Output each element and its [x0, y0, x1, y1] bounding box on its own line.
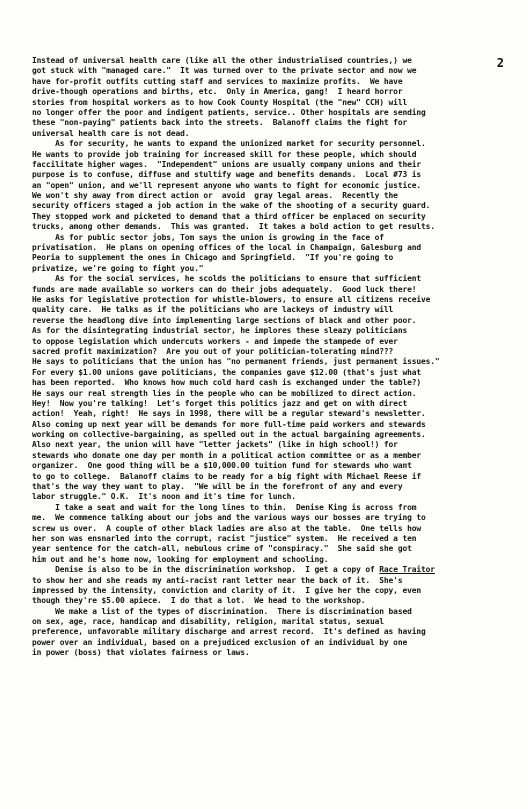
text-line: Hey! Now you're talking! Let's forget this politics jazz and get on with direct	[32, 398, 408, 408]
text-line: working on collective-bargaining, as spelled out in the actual bargaining agreements.	[32, 430, 426, 440]
text-line: Instead of universal health care (like all the other industrialised countries,) we	[32, 56, 412, 65]
text-line: He asks for legislative protection for whistle-blowers, to ensure all citizens receive	[32, 294, 431, 304]
text-line: got stuck with "managed care." It was turned over to the private sector and now we	[32, 66, 417, 76]
text-line: universal health care is not dead.	[32, 128, 190, 138]
text-line: preference, unfavorable military discharge and arrest record. It's defined as having	[32, 627, 426, 637]
text-line: privatize, we're going to fight you."	[32, 263, 204, 273]
text-line: to oppose legislation which undercuts workers - and impede the stampede of ever	[32, 336, 398, 346]
text-line: We make a list of the types of discrimination. There is discrimination based	[32, 606, 412, 616]
text-line: in power (boss) that violates fairness or laws.	[32, 648, 250, 658]
text-line: purpose is to confuse, diffuse and stultify wage and benefits demands. Local #73 is	[32, 170, 421, 180]
text-line: labor struggle." O.K. It's noon and it's time for lunch.	[32, 492, 296, 502]
text-line: Also next year, the union will have "letter jackets" (like in high school!) for	[32, 440, 398, 450]
text-line: impressed by the intensity, conviction and clarity of it. I give her the copy, even	[32, 585, 421, 595]
text-line: As for the social services, he scolds the politicians to ensure that sufficient	[32, 274, 421, 284]
text-line: him out and he's home now, looking for employment and schooling.	[32, 554, 329, 564]
text-line: I take a seat and wait for the long lines to thin. Denise King is across from	[32, 502, 417, 512]
text-line: As for security, he wants to expand the unionized market for security personnel.	[32, 139, 426, 149]
text-line: He says our real strength lies in the people who can be mobilized to direct action.	[32, 388, 417, 398]
text-line: He says to politicians that the union has "no permanent friends, just permanent issues."	[32, 357, 440, 367]
text-line: no longer offer the poor and indigent patients, service.. Other hospitals are sending	[32, 107, 426, 117]
text-line: year sentence for the catch-all, nebulous crime of "conspiracy." She said she got	[32, 544, 412, 554]
text-line: screw us over. A couple of other black ladies are also at the table. One tells how	[32, 523, 421, 533]
text-line: power over an individual, based on a prejudiced exclusion of an individual by one	[32, 637, 408, 647]
text-line: on sex, age, race, handicap and disability, religion, marital status, sexual	[32, 617, 384, 627]
text-line: her son was ensnarled into the corrupt, racist "justice" system. He received a ten	[32, 533, 417, 543]
text-line: trucks, among other demands. This was granted. It takes a bold action to get results.	[32, 222, 435, 232]
text-line: me. We commence talking about our jobs and the various ways our bosses are trying to	[32, 513, 426, 523]
text-line: For every $1.00 unions gave politicians, the companies gave $12.00 (that's just what	[32, 367, 421, 377]
text-line: these "non-paying" patients back into the streets. Balanoff claims the fight for	[32, 118, 408, 128]
text-line: drive-though operations and births, etc. Only in America, gang! I heard horror	[32, 87, 403, 97]
text-line: to go to college. Balanoff claims to be ready for a big fight with Michael Reese if	[32, 471, 421, 481]
text-line: that's the way they want to play. "We will be in the forefront of any and every	[32, 482, 403, 492]
book-title: Race Traitor	[379, 565, 435, 575]
text-line: has been reported. Who knows how much cold hard cash is exchanged under the table?)	[32, 378, 421, 388]
text-line: sacred profit maximization? Are you out of your politician-tolerating mind???	[32, 346, 394, 356]
text-line: an "open" union, and we'll represent anyone who wants to fight for economic justice.	[32, 180, 421, 190]
text-line: As for the disintegrating industrial sector, he implores these sleazy politicians	[32, 326, 408, 336]
text-line: action! Yeah, right! He says in 1998, there will be a regular steward's newsletter.	[32, 409, 426, 419]
text-line: Peoria to supplement the ones in Chicago and Springfield. "If you're going to	[32, 253, 394, 263]
body-text	[32, 56, 508, 659]
text-line: organizer. One good thing will be a $10,000.00 tuition fund for stewards who want	[32, 461, 412, 471]
text-line: They stopped work and picketed to demand that a third officer be enplaced on security	[32, 211, 426, 221]
text-line: faccilitate higher wages. "Independent" unions are usually company unions and their	[32, 159, 421, 169]
text-line: to show her and she reads my anti-racist rant letter near the back of it. She's	[32, 575, 403, 585]
text-line: though they're $5.00 apiece. I do that a lot. We head to the workshop.	[32, 596, 366, 606]
text-line: have for-profit outfits cutting staff and services to maximize profits. We have	[32, 76, 403, 86]
text-line: stories from hospital workers as to how Cook County Hospital (the "new" CCH) will	[32, 97, 408, 107]
text-line: We won't shy away from direct action or avoid gray legal areas. Recently the	[32, 191, 398, 201]
text-line: stewards who donate one day per month in a political action committee or as a member	[32, 450, 421, 460]
text-line: He wants to provide job training for increased skill for these people, which should	[32, 149, 417, 159]
text-line: Denise is also to be in the discrimination workshop. I get a copy of Race Traitor	[32, 565, 435, 575]
text-line: privatisation. He plans on opening offices of the local in Champaign, Galesburg and	[32, 243, 421, 253]
text-line: reverse the headlong dive into implementing large sections of black and other poor.	[32, 315, 417, 325]
page-number: 2	[496, 56, 504, 70]
text-line: Also coming up next year will be demands for more full-time paid workers and stewards	[32, 419, 426, 429]
text-line: security officers staged a job action in the wake of the shooting of a security guard.	[32, 201, 431, 211]
text-line: quality care. He talks as if the politicians who are lackeys of industry will	[32, 305, 394, 315]
text-line: As for public sector jobs, Tom says the union is growing in the face of	[32, 232, 384, 242]
text-line: funds are made available so workers can do their jobs adequately. Good luck there!	[32, 284, 417, 294]
